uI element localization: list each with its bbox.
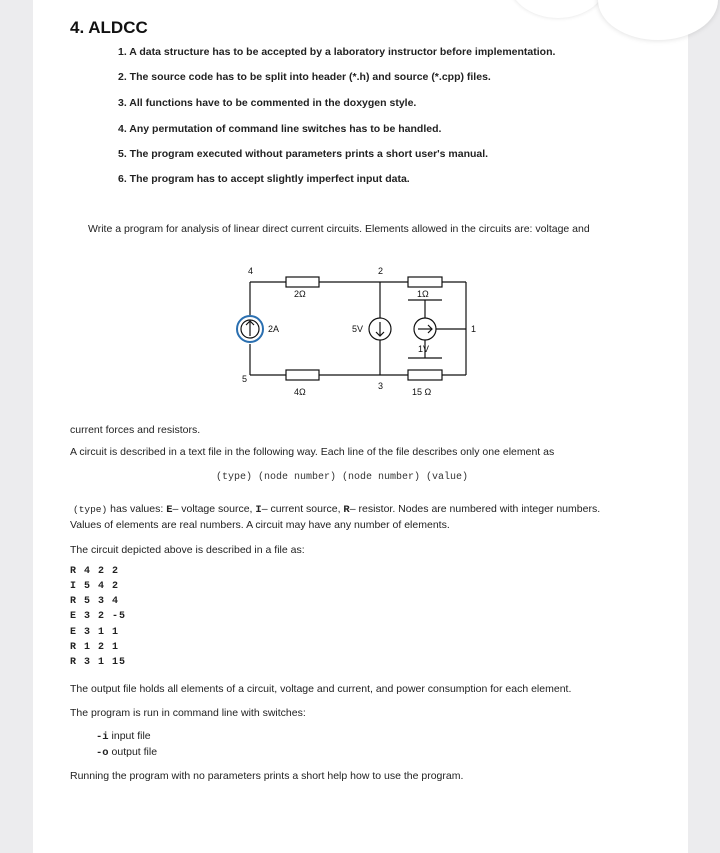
switch-item: -i input file — [96, 730, 151, 743]
resistor-4ohm — [286, 370, 319, 380]
document-page — [33, 0, 688, 853]
node-label: 1 — [471, 324, 477, 334]
depicted-text: The circuit depicted above is described in a file as: — [70, 544, 305, 556]
file-line: R 1 2 1 — [70, 642, 120, 653]
corner-decoration — [508, 0, 608, 18]
page-title: 4. ALDCC — [70, 18, 148, 37]
run-text: The program is run in command line with switches: — [70, 707, 306, 719]
requirement-item: 1. A data structure has to be accepted by a laboratory instructor before implementation. — [118, 46, 556, 58]
file-line: R 4 2 2 — [70, 566, 120, 577]
resistor-15ohm — [408, 370, 442, 380]
description-text: A circuit is described in a text file in the following way. Each line of the file describes only one element as — [70, 446, 555, 458]
element-label: 15 Ω — [412, 387, 432, 397]
file-line: E 3 2 -5 — [70, 611, 127, 622]
node-label: 5 — [242, 374, 248, 384]
file-line: R 5 3 4 — [70, 596, 120, 607]
voltage-source-icon — [414, 318, 436, 340]
requirement-item: 6. The program has to accept slightly imperfect input data. — [118, 173, 410, 185]
requirement-item: 2. The source code has to be split into header (*.h) and source (*.cpp) files. — [118, 71, 491, 83]
intro-continuation: current forces and resistors. — [70, 424, 201, 436]
node-label: 4 — [248, 266, 254, 276]
intro-text: Write a program for analysis of linear direct current circuits. Elements allowed in the circuits are: voltage and — [88, 223, 590, 235]
resistor-2ohm — [286, 277, 319, 287]
element-label: 4Ω — [294, 387, 306, 397]
requirement-item: 3. All functions have to be commented in the doxygen style. — [118, 97, 417, 109]
final-text: Running the program with no parameters prints a short help how to use the program. — [70, 770, 464, 782]
format-line: (type) (node number) (node number) (value) — [216, 472, 469, 483]
requirement-item: 4. Any permutation of command line switches has to be handled. — [118, 123, 442, 135]
type-values-text: (type) has values: E– voltage source, I– current source, R– resistor. Nodes are numbered with integer numbers. — [73, 503, 601, 516]
current-source-icon — [237, 316, 263, 342]
element-label: 2A — [268, 324, 280, 334]
node-label: 2 — [378, 266, 384, 276]
element-label: 1Ω — [417, 289, 429, 299]
resistor-1ohm — [408, 277, 442, 287]
values-text: Values of elements are real numbers. A circuit may have any number of elements. — [70, 519, 450, 531]
element-label: 5V — [352, 324, 364, 334]
corner-decoration — [598, 0, 718, 40]
switch-item: -o output file — [96, 746, 158, 759]
requirement-item: 5. The program executed without parameters prints a short user's manual. — [118, 148, 489, 160]
file-line: R 3 1 15 — [70, 657, 127, 668]
circuit-diagram — [228, 260, 518, 410]
voltage-source-icon — [369, 318, 391, 340]
file-line: E 3 1 1 — [70, 627, 120, 638]
element-label: 2Ω — [294, 289, 306, 299]
node-label: 3 — [378, 381, 384, 391]
element-label: 1V — [418, 344, 430, 354]
file-line: I 5 4 2 — [70, 581, 120, 592]
output-text: The output file holds all elements of a circuit, voltage and current, and power consumption for each element. — [70, 683, 572, 695]
